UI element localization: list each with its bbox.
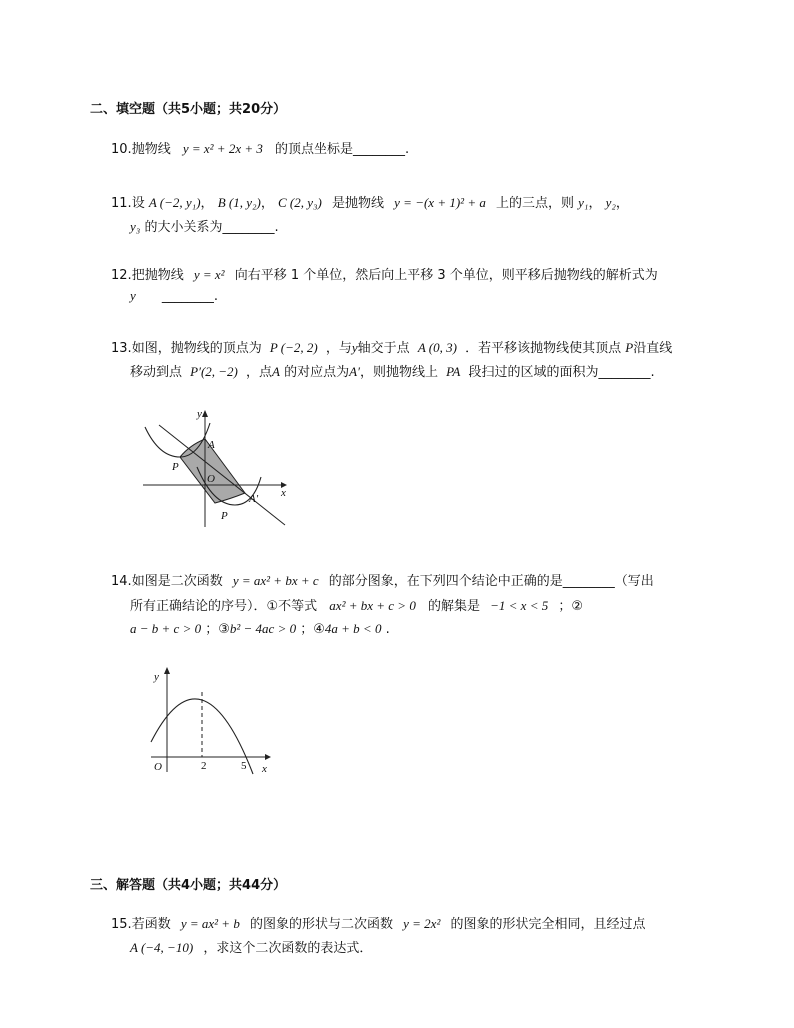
- q10-math-1: y = x² + 2x + 3: [182, 141, 263, 156]
- q13-text-6: 移动到点: [130, 365, 183, 380]
- fig14-O-label: O: [154, 761, 162, 773]
- q13-math-5: P′(2, −2): [190, 364, 238, 379]
- question-12-line-2: [130, 288, 218, 304]
- q13-text-8: 的对应点为: [284, 365, 350, 380]
- q11-text-5: 上的三点，则: [495, 196, 574, 211]
- q11-text-2: ，: [200, 196, 214, 211]
- figure-14: [145, 662, 275, 777]
- q14-math-6: 4a + b < 0: [324, 621, 382, 636]
- q13-math-8: PA: [446, 364, 461, 379]
- q13-number: 13.: [111, 341, 132, 356]
- q11-math-4: y = −(x + 1)² + a: [394, 195, 486, 210]
- q12-math-1: y = x²: [193, 267, 225, 282]
- q14-text-7: ；④: [300, 622, 325, 637]
- question-15-line-2: [130, 937, 372, 956]
- fig13-P-label: P: [172, 461, 179, 473]
- q15-math-2: y = 2x²: [403, 916, 441, 931]
- q14-math-2: ax² + bx + c > 0: [329, 598, 416, 613]
- q13-math-3: A (0, 3): [417, 340, 457, 355]
- q11-math-5: y₁: [578, 195, 589, 210]
- fig14-tick-2: 2: [201, 760, 207, 772]
- q12-text-1: 把抛物线: [131, 268, 184, 283]
- question-14-line-2: [130, 595, 583, 614]
- q14-number: 14.: [111, 574, 132, 589]
- q11-text-1: 设: [131, 196, 145, 211]
- section-title-answer: 三、解答题（共4小题；共44分）: [90, 878, 287, 893]
- q15-text-4: ，求这个二次函数的表达式．: [203, 941, 373, 956]
- section-title-fill: 二、填空题（共5小题；共20分）: [90, 102, 287, 117]
- q15-math-3: A (−4, −10): [130, 940, 194, 955]
- q11-text-8: 的大小关系为________.: [144, 220, 279, 235]
- y-axis-arrow-icon: [164, 667, 170, 674]
- q14-text-1: 如图是二次函数: [131, 574, 223, 589]
- x-axis-arrow-icon: [265, 754, 271, 760]
- q13-text-2: ，与: [325, 341, 352, 356]
- q14-math-3: −1 < x < 5: [490, 598, 549, 613]
- question-15-line-1: [111, 913, 646, 932]
- q11-text-3: ，: [260, 196, 274, 211]
- question-11-line-2: [130, 216, 279, 235]
- q14-text-5: ；②: [558, 599, 584, 614]
- q13-text-7: ，点: [246, 365, 273, 380]
- question-14-line-3: [130, 618, 390, 637]
- q11-number: 11.: [111, 196, 132, 211]
- q13-math-2: y: [351, 340, 358, 355]
- fig14-y-label: y: [154, 671, 159, 683]
- q13-text-1: 如图，抛物线的顶点为: [131, 341, 262, 356]
- q13-math-6: A: [272, 364, 280, 379]
- q13-math-4: P: [625, 340, 634, 355]
- q15-number: 15.: [111, 917, 132, 932]
- q12-math-2: y: [130, 288, 136, 303]
- q15-text-1: 若函数: [131, 917, 171, 932]
- fig13-y-label: y: [197, 408, 202, 420]
- q11-text-7: ，: [615, 196, 629, 211]
- q15-text-3: 的图象的形状完全相同，且经过点: [450, 917, 646, 932]
- question-14-line-1: [111, 570, 654, 589]
- question-11-line-1: [111, 192, 629, 211]
- question-13-line-1: [111, 337, 672, 356]
- q12-text-2: 向右平移 1 个单位，然后向上平移 3 个单位，则平移后抛物线的解析式为: [234, 268, 658, 283]
- q13-text-3: 轴交于点: [357, 341, 410, 356]
- fig13-x-label: x: [281, 487, 286, 499]
- q12-number: 12.: [111, 268, 132, 283]
- q14-math-4: a − b + c > 0: [130, 621, 202, 636]
- q14-text-4: 的解集是: [427, 599, 480, 614]
- fig13-A-prime-label: A′: [249, 493, 259, 505]
- q12-text-3: ________.: [161, 289, 219, 304]
- q11-text-6: ，: [588, 196, 602, 211]
- q13-text-10: 段扫过的区域的面积为________.: [468, 365, 655, 380]
- q15-math-1: y = ax² + b: [180, 916, 240, 931]
- q11-math-7: y₃: [130, 219, 141, 234]
- q13-text-5: 沿直线: [633, 341, 673, 356]
- q14-text-2: 的部分图象，在下列四个结论中正确的是________（写出: [328, 574, 654, 589]
- question-13-line-2: [130, 361, 655, 380]
- fig14-tick-5: 5: [241, 760, 247, 772]
- q10-text-2: 的顶点坐标是________.: [275, 142, 410, 157]
- q14-text-3: 所有正确结论的序号）．①不等式: [130, 599, 318, 614]
- q11-math-3: C (2, y₃): [277, 195, 322, 210]
- fig13-O-label: O: [207, 473, 215, 485]
- q15-text-2: 的图象的形状与二次函数: [249, 917, 393, 932]
- q11-math-1: A (−2, y₁): [148, 195, 201, 210]
- q13-math-7: A′: [349, 364, 360, 379]
- q13-math-1: P (−2, 2): [269, 340, 318, 355]
- figure-13: [135, 405, 295, 530]
- q11-text-4: 是抛物线: [332, 196, 385, 211]
- fig13-P-prime-label: P: [221, 510, 228, 522]
- question-12-line-1: [111, 264, 658, 283]
- q14-math-1: y = ax² + bx + c: [232, 573, 319, 588]
- q14-text-6: ；③: [205, 622, 230, 637]
- q11-math-2: B (1, y₂): [217, 195, 261, 210]
- q14-math-5: b² − 4ac > 0: [229, 621, 297, 636]
- q10-number: 10.: [111, 142, 132, 157]
- q10-text-1: 抛物线: [131, 142, 171, 157]
- fig14-x-label: x: [262, 763, 267, 775]
- q13-text-9: ，则抛物线上: [359, 365, 438, 380]
- q13-text-4: ．若平移该抛物线使其顶点: [465, 341, 622, 356]
- q11-math-6: y₂: [605, 195, 616, 210]
- y-axis-arrow-icon: [202, 410, 208, 417]
- fig13-A-label: A: [208, 439, 215, 451]
- question-10: [111, 138, 409, 157]
- q14-text-8: .: [385, 622, 390, 637]
